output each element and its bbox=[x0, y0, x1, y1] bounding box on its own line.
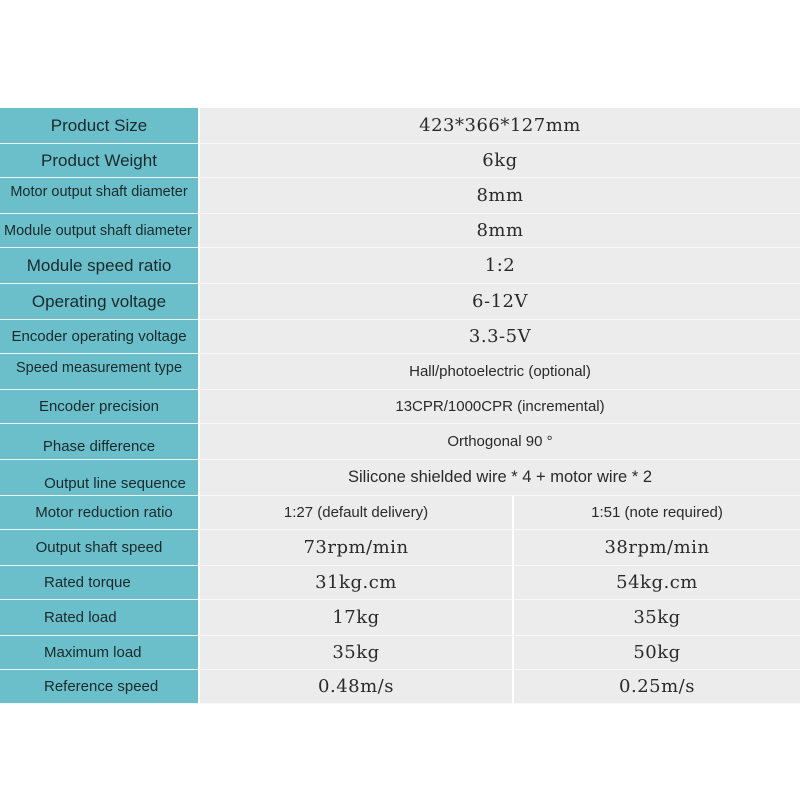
table-row bbox=[0, 670, 800, 704]
row-value: Hall/photoelectric (optional) bbox=[200, 354, 800, 390]
row-label: Maximum load bbox=[0, 636, 198, 670]
row-value-a: 17kg bbox=[200, 600, 512, 636]
table-row bbox=[0, 424, 800, 460]
row-value-a: 73rpm/min bbox=[200, 530, 512, 566]
row-label: Encoder precision bbox=[0, 390, 198, 424]
row-value-b: 50kg bbox=[514, 636, 800, 670]
row-value-a: 1:27 (default delivery) bbox=[200, 496, 512, 530]
table-row bbox=[0, 144, 800, 178]
row-label: Product Weight bbox=[0, 144, 198, 178]
row-label: Motor output shaft diameter bbox=[0, 178, 198, 214]
row-value-b: 1:51 (note required) bbox=[514, 496, 800, 530]
table-row bbox=[0, 248, 800, 284]
row-label: Rated load bbox=[0, 600, 198, 636]
table-row bbox=[0, 566, 800, 600]
row-value: 13CPR/1000CPR (incremental) bbox=[200, 390, 800, 424]
table-row bbox=[0, 214, 800, 248]
row-value-a: 31kg.cm bbox=[200, 566, 512, 600]
row-value: 8mm bbox=[200, 214, 800, 248]
row-value: Orthogonal 90 ° bbox=[200, 424, 800, 460]
spec-table bbox=[0, 108, 800, 704]
row-value: 8mm bbox=[200, 178, 800, 214]
table-row bbox=[0, 354, 800, 390]
row-value: 423*366*127mm bbox=[200, 108, 800, 144]
row-label: Operating voltage bbox=[0, 284, 198, 320]
row-label: Speed measurement type bbox=[0, 354, 198, 390]
table-row bbox=[0, 390, 800, 424]
table-row bbox=[0, 460, 800, 496]
row-label: Rated torque bbox=[0, 566, 198, 600]
table-row bbox=[0, 320, 800, 354]
table-row bbox=[0, 178, 800, 214]
table-row bbox=[0, 600, 800, 636]
row-value-a: 35kg bbox=[200, 636, 512, 670]
table-row bbox=[0, 636, 800, 670]
row-label: Motor reduction ratio bbox=[0, 496, 198, 530]
row-label: Product Size bbox=[0, 108, 198, 144]
row-value: 6-12V bbox=[200, 284, 800, 320]
row-value: 1:2 bbox=[200, 248, 800, 284]
table-row bbox=[0, 284, 800, 320]
row-label: Phase difference bbox=[0, 424, 198, 460]
row-value-b: 0.25m/s bbox=[514, 670, 800, 704]
row-label: Module output shaft diameter bbox=[0, 214, 198, 248]
row-label: Encoder operating voltage bbox=[0, 320, 198, 354]
table-row bbox=[0, 496, 800, 530]
row-value-b: 54kg.cm bbox=[514, 566, 800, 600]
row-value: 3.3-5V bbox=[200, 320, 800, 354]
row-value-b: 38rpm/min bbox=[514, 530, 800, 566]
row-label: Output shaft speed bbox=[0, 530, 198, 566]
row-value-a: 0.48m/s bbox=[200, 670, 512, 704]
table-row bbox=[0, 530, 800, 566]
row-label: Output line sequence bbox=[0, 460, 198, 496]
row-value: 6kg bbox=[200, 144, 800, 178]
table-row bbox=[0, 108, 800, 144]
row-label: Module speed ratio bbox=[0, 248, 198, 284]
row-value-b: 35kg bbox=[514, 600, 800, 636]
row-value: Silicone shielded wire * 4 + motor wire * 2 bbox=[200, 460, 800, 496]
row-label: Reference speed bbox=[0, 670, 198, 704]
